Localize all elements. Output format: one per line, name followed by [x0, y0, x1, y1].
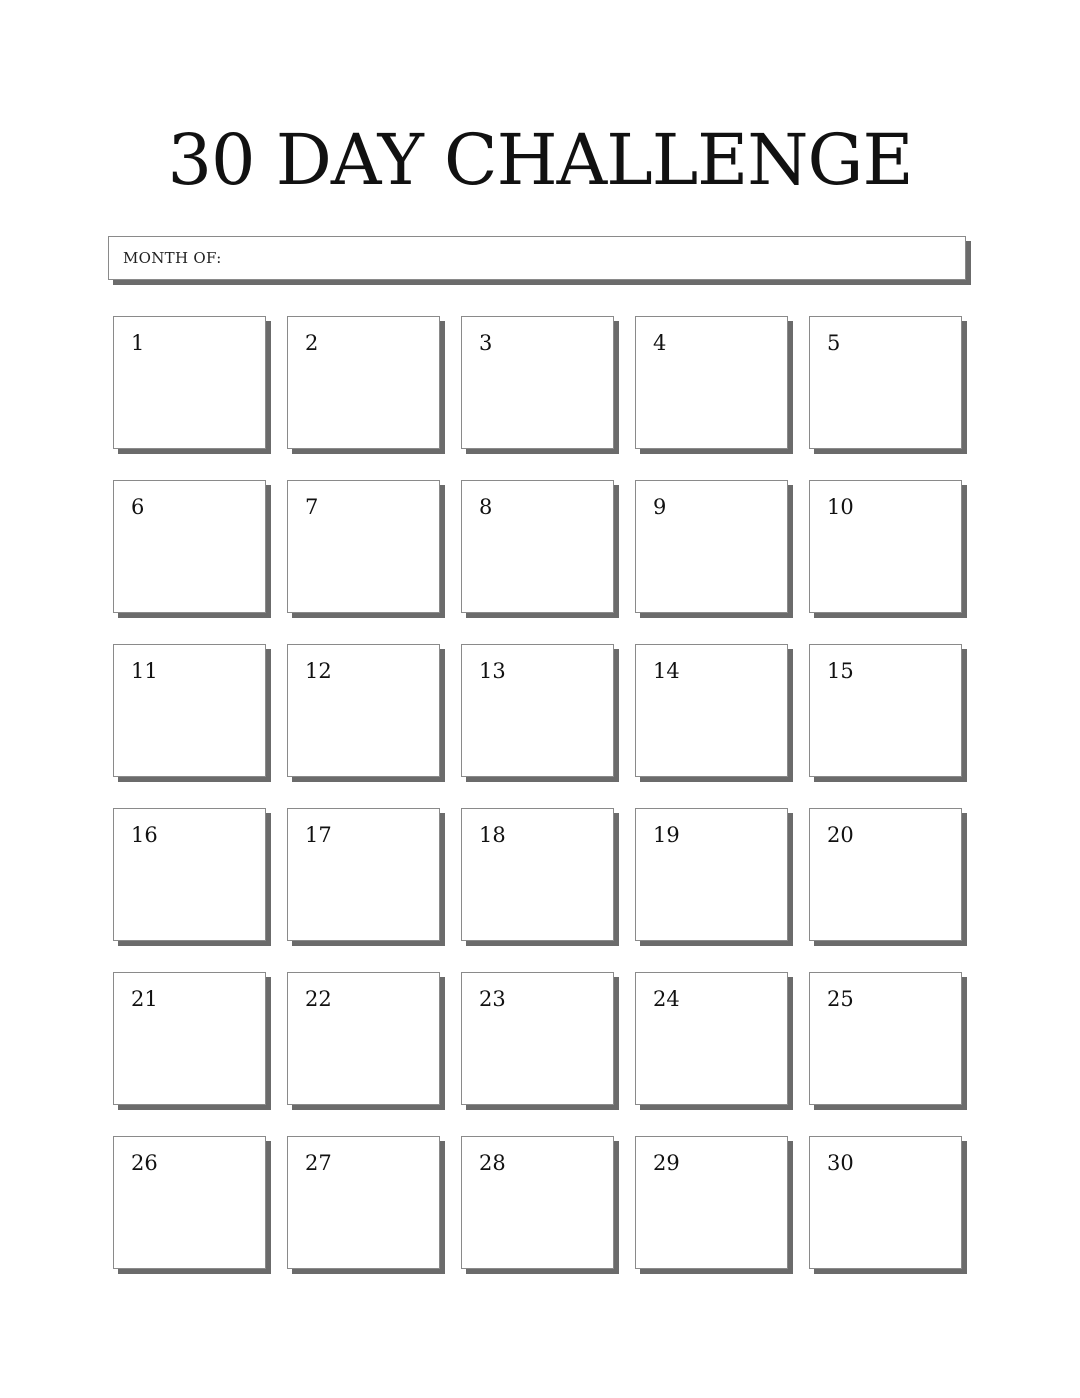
day-number: 12 — [305, 659, 332, 683]
day-number: 24 — [653, 987, 680, 1011]
day-number: 7 — [305, 495, 319, 519]
day-number: 25 — [827, 987, 854, 1011]
day-number: 17 — [305, 823, 332, 847]
day-number: 21 — [131, 987, 158, 1011]
day-box[interactable] — [635, 316, 788, 449]
day-number: 15 — [827, 659, 854, 683]
day-number: 29 — [653, 1151, 680, 1175]
day-number: 1 — [131, 331, 145, 355]
day-box[interactable] — [287, 644, 440, 777]
day-box[interactable] — [287, 480, 440, 613]
day-box[interactable] — [461, 480, 614, 613]
day-box[interactable] — [635, 644, 788, 777]
day-box[interactable] — [635, 972, 788, 1105]
day-box[interactable] — [809, 316, 962, 449]
day-number: 27 — [305, 1151, 332, 1175]
day-number: 5 — [827, 331, 841, 355]
day-box[interactable] — [809, 808, 962, 941]
day-number: 28 — [479, 1151, 506, 1175]
day-box[interactable] — [809, 480, 962, 613]
day-number: 22 — [305, 987, 332, 1011]
day-number: 9 — [653, 495, 667, 519]
day-box[interactable] — [635, 1136, 788, 1269]
day-box[interactable] — [461, 644, 614, 777]
day-box[interactable] — [287, 316, 440, 449]
day-number: 13 — [479, 659, 506, 683]
day-number: 16 — [131, 823, 158, 847]
day-box[interactable] — [113, 480, 266, 613]
day-number: 3 — [479, 331, 493, 355]
day-box[interactable] — [113, 1136, 266, 1269]
day-number: 23 — [479, 987, 506, 1011]
day-box[interactable] — [287, 1136, 440, 1269]
day-box[interactable] — [809, 972, 962, 1105]
day-number: 2 — [305, 331, 319, 355]
day-box[interactable] — [809, 1136, 962, 1269]
day-box[interactable] — [113, 808, 266, 941]
day-box[interactable] — [113, 972, 266, 1105]
day-number: 4 — [653, 331, 667, 355]
page-title: 30 DAY CHALLENGE — [167, 119, 913, 201]
day-number: 26 — [131, 1151, 158, 1175]
day-box[interactable] — [809, 644, 962, 777]
day-number: 11 — [131, 659, 158, 683]
day-number: 8 — [479, 495, 493, 519]
day-number: 20 — [827, 823, 854, 847]
day-box[interactable] — [287, 972, 440, 1105]
day-box[interactable] — [635, 480, 788, 613]
day-box[interactable] — [113, 316, 266, 449]
month-label: MONTH OF: — [123, 249, 222, 267]
day-number: 30 — [827, 1151, 854, 1175]
day-box[interactable] — [635, 808, 788, 941]
day-box[interactable] — [113, 644, 266, 777]
day-box[interactable] — [461, 316, 614, 449]
day-box[interactable] — [287, 808, 440, 941]
day-number: 19 — [653, 823, 680, 847]
day-number: 10 — [827, 495, 854, 519]
day-box[interactable] — [461, 808, 614, 941]
day-grid — [113, 316, 963, 1269]
day-box[interactable] — [461, 1136, 614, 1269]
day-number: 14 — [653, 659, 680, 683]
day-number: 6 — [131, 495, 145, 519]
day-box[interactable] — [461, 972, 614, 1105]
month-field[interactable] — [108, 236, 966, 280]
day-number: 18 — [479, 823, 506, 847]
